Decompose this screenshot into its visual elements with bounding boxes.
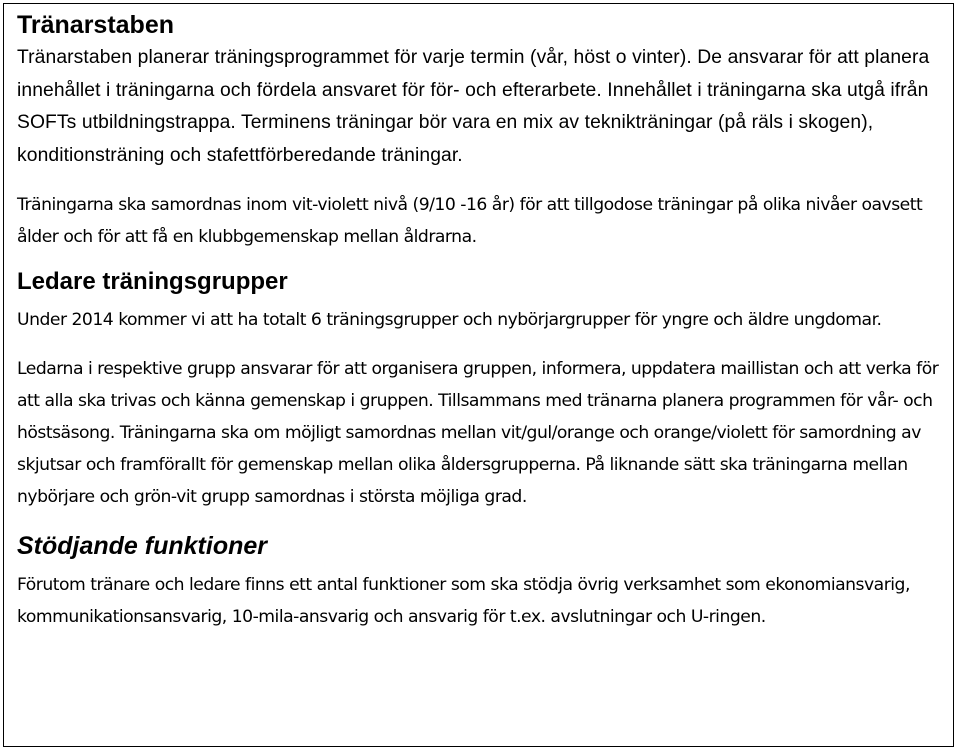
heading-stodjande: Stödjande funktioner [17, 532, 267, 560]
tranarstaben-paragraph-2: Träningarna ska samordnas inom vit-violett nivå (9/10 -16 år) för att tillgodose träningar på olika nivåer oavsett ålder och för att få en klubbgemenskap mellan åldrarna. [17, 195, 923, 247]
ledare-paragraph-2: Ledarna i respektive grupp ansvarar för att organisera gruppen, informera, uppdatera maillistan och att verka för att alla ska trivas och känna gemenskap i gruppen. Tillsammans med tränarna planera programmen för vår- och höstsäsong. Träningarna ska om möjligt samordnas mellan vit/gul/orange och orange/violett för samordning av skjutsar och framförallt för gemenskap mellan olika åldersgrupperna. På liknande sätt ska träningarna mellan nybörjare och grön-vit grupp samordnas i största möjliga grad. [17, 359, 939, 507]
ledare-paragraph-1: Under 2014 kommer vi att ha totalt 6 träningsgrupper och nybörjargrupper för yngre och äldre ungdomar. [17, 310, 882, 330]
stodjande-paragraph-1: Förutom tränare och ledare finns ett antal funktioner som ska stödja övrig verksamhet som ekonomiansvarig, kommunikationsansvarig, 10-mila-ansvarig och ansvarig för t.ex. avslutningar och U-ringen. [17, 575, 910, 627]
document-page [3, 3, 954, 747]
heading-tranarstaben: Tränarstaben [17, 11, 175, 39]
tranarstaben-paragraph-1: Tränarstaben planerar träningsprogrammet för varje termin (vår, höst o vinter). De ansvarar för att planera innehållet i träningarna och fördela ansvaret för för- och efterarbete. Innehållet i träningarna ska utgå ifrån SOFTs utbildningstrappa. Terminens träningar bör vara en mix av teknikträningar (på räls i skogen), konditionsträning och stafettförberedande träningar. [17, 47, 930, 166]
heading-ledare: Ledare träningsgrupper [17, 268, 288, 295]
